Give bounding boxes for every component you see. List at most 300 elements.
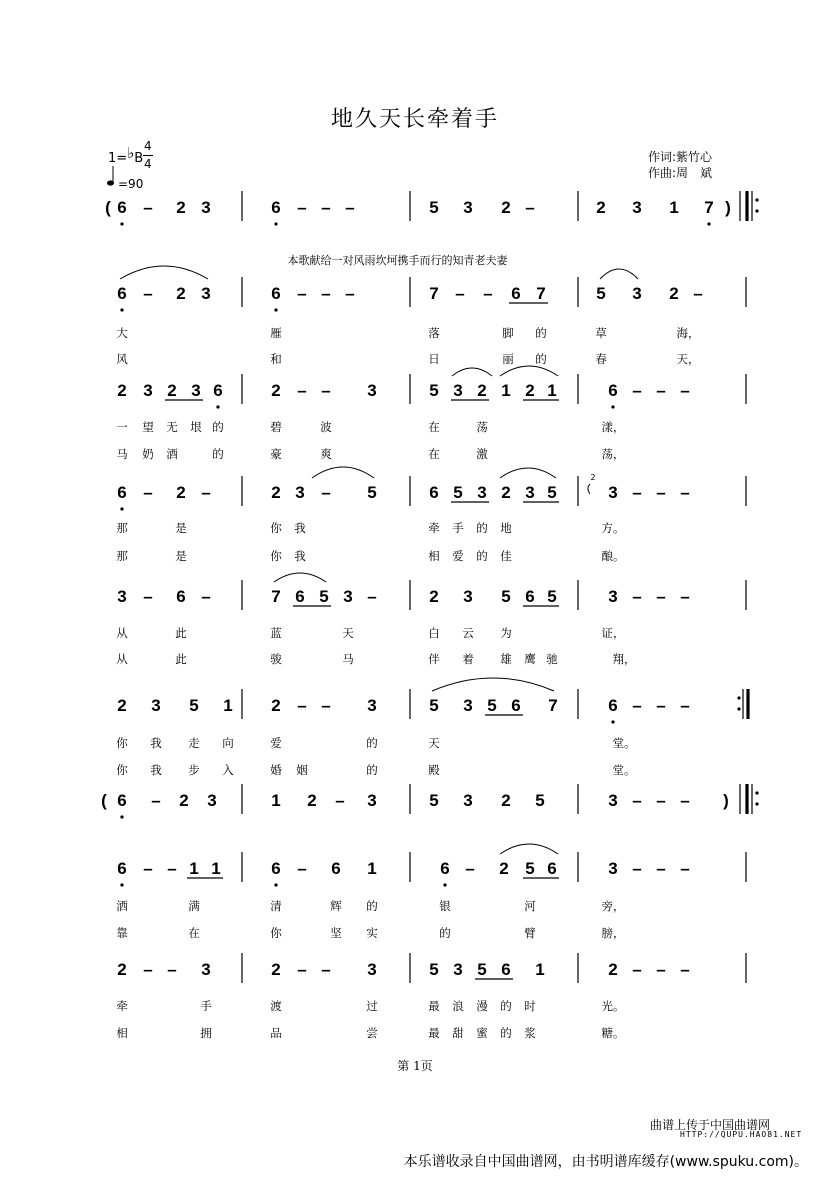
jianpu-note: 6 (117, 284, 127, 303)
dash-mark: – (632, 960, 642, 979)
lyric-char: 雄 (500, 652, 512, 666)
lyric-char: 我 (294, 549, 306, 563)
octave-dot (120, 815, 123, 818)
lyric-char: 臂 (524, 926, 536, 940)
jianpu-note: 6 (547, 859, 557, 878)
lyric-char: 白 (428, 626, 440, 640)
lyric-char: 漫 (476, 999, 488, 1013)
slur-mark (452, 368, 492, 376)
lyric-char: 是 (175, 521, 187, 535)
jianpu-note: 5 (319, 587, 329, 606)
lyric-char: 牵 (428, 521, 440, 535)
lyric-char: 蓝 (270, 626, 282, 640)
lyric-char: 草 (595, 326, 607, 340)
jianpu-note: 3 (632, 284, 642, 303)
jianpu-note: 2 (117, 960, 127, 979)
dash-mark: – (321, 960, 331, 979)
dash-mark: – (455, 284, 465, 303)
octave-dot (611, 405, 614, 408)
jianpu-note: 6 (501, 960, 511, 979)
jianpu-note: 2 (499, 859, 509, 878)
lyric-char: 在 (428, 420, 440, 434)
jianpu-note: 3 (117, 587, 127, 606)
lyric-char: 着 (462, 652, 474, 666)
dash-mark: – (143, 587, 153, 606)
lyric-char: 垠 (190, 420, 202, 434)
dash-mark: – (680, 381, 690, 400)
jianpu-note: 2 (117, 381, 127, 400)
dash-mark: – (143, 960, 153, 979)
lyric-char: 在 (188, 926, 200, 940)
lyric-char: 品 (270, 1026, 282, 1040)
jianpu-note: 3 (632, 198, 642, 217)
jianpu-note: 1 (189, 859, 199, 878)
lyric-char: 坚 (330, 926, 342, 940)
dash-mark: – (465, 859, 475, 878)
jianpu-note: 1 (367, 859, 377, 878)
lyric-char: 云 (462, 626, 474, 640)
jianpu-note: 5 (429, 960, 439, 979)
lyric-char: 渡 (270, 999, 282, 1013)
jianpu-note: 1 (223, 696, 233, 715)
lyric-char: 走 (188, 736, 200, 750)
time-signature-top: 4 (144, 139, 152, 153)
dash-mark: – (632, 381, 642, 400)
lyric-char: 尝 (366, 1026, 378, 1040)
lyric-char: 日 (428, 352, 440, 366)
lyric-char: 在 (428, 447, 440, 461)
lyric-char: 的 (500, 1026, 512, 1040)
octave-dot (443, 883, 446, 886)
paren-open: ( (105, 198, 111, 217)
dash-mark: – (345, 198, 355, 217)
repeat-dot (755, 209, 758, 212)
lyric-char: 入 (222, 763, 234, 777)
dash-mark: – (297, 696, 307, 715)
jianpu-note: 2 (176, 284, 186, 303)
slur-mark (432, 678, 554, 691)
jianpu-note: 3 (463, 791, 473, 810)
lyric-char: 的 (439, 926, 451, 940)
lyric-char: 波 (320, 420, 332, 434)
slur-mark (500, 468, 556, 478)
lyric-char: 浆 (524, 1026, 536, 1040)
dash-mark: – (656, 483, 666, 502)
lyric-char: 洒 (116, 899, 128, 913)
lyric-char: 鹰 (524, 652, 536, 666)
dash-mark: – (632, 859, 642, 878)
lyric-char: 河 (524, 899, 536, 913)
slur-mark (500, 366, 558, 376)
jianpu-note: 5 (487, 696, 497, 715)
jianpu-note: 3 (201, 198, 211, 217)
jianpu-note: 5 (429, 696, 439, 715)
dash-mark: – (656, 696, 666, 715)
dash-mark: – (632, 696, 642, 715)
jianpu-note: 1 (547, 381, 557, 400)
jianpu-note: 6 (525, 587, 535, 606)
flat-icon: ♭ (127, 144, 135, 162)
lyric-char: 天 (342, 626, 354, 640)
dash-mark: – (321, 483, 331, 502)
slur-mark (312, 467, 374, 478)
jianpu-note: 2 (501, 198, 511, 217)
dash-mark: – (143, 284, 153, 303)
jianpu-note: 2 (477, 381, 487, 400)
jianpu-note: 2 (167, 381, 177, 400)
lyric-char: 那 (116, 521, 128, 535)
jianpu-note: 1 (535, 960, 545, 979)
jianpu-note: 3 (367, 696, 377, 715)
jianpu-note: 5 (453, 483, 463, 502)
lyric-char: 证， (601, 626, 625, 640)
jianpu-note: 2 (501, 483, 511, 502)
slur-mark (600, 269, 638, 279)
jianpu-note: 3 (453, 381, 463, 400)
repeat-dot (755, 198, 758, 201)
volta-number: 2 (590, 473, 596, 482)
lyric-char: 爱 (452, 549, 464, 563)
lyric-char: 姻 (296, 763, 308, 777)
slur-mark (120, 266, 208, 279)
lyric-char: 的 (535, 352, 547, 366)
lyric-char: 银 (439, 899, 451, 913)
jianpu-note: 1 (669, 198, 679, 217)
jianpu-note: 6 (331, 859, 341, 878)
lyric-char: 马 (342, 652, 354, 666)
lyric-char: 天 (428, 736, 440, 750)
dash-mark: – (680, 696, 690, 715)
dash-mark: – (345, 284, 355, 303)
jianpu-note: 6 (271, 859, 281, 878)
lyric-char: 时 (524, 999, 536, 1013)
lyric-char: 一 (116, 420, 128, 434)
volta-bracket (588, 484, 590, 494)
dash-mark: – (656, 960, 666, 979)
jianpu-note: 6 (429, 483, 439, 502)
footer-collection-note: 本乐谱收录自中国曲谱网，由书明谱库缓存(www.spuku.com)。 (403, 1154, 808, 1170)
jianpu-note: 2 (117, 696, 127, 715)
jianpu-note: 2 (271, 483, 281, 502)
jianpu-note: 3 (343, 587, 353, 606)
jianpu-note: 3 (463, 198, 473, 217)
lyricist-credit: 作词:紫竹心 (648, 150, 713, 164)
lyric-char: 伴 (428, 652, 440, 666)
lyric-char: 堂。 (612, 736, 636, 750)
lyric-char: 步 (188, 763, 200, 777)
lyric-char: 和 (270, 352, 282, 366)
lyric-char: 手 (452, 521, 464, 535)
lyric-char: 辉 (330, 899, 342, 913)
jianpu-note: 2 (429, 587, 439, 606)
jianpu-note: 2 (501, 791, 511, 810)
paren-close: ) (725, 198, 731, 217)
lyric-char: 的 (366, 899, 378, 913)
dash-mark: – (680, 791, 690, 810)
lyric-char: 此 (175, 626, 187, 640)
jianpu-note: 3 (477, 483, 487, 502)
octave-dot (274, 883, 277, 886)
jianpu-note: 6 (117, 483, 127, 502)
jianpu-note: 7 (704, 198, 714, 217)
footer-site-url: HTTP://QUPU.HAO81.NET (680, 1130, 803, 1139)
lyric-char: 堂。 (612, 763, 636, 777)
lyric-char: 马 (116, 447, 128, 461)
dash-mark: – (151, 791, 161, 810)
slur-mark (500, 844, 558, 854)
jianpu-note: 7 (536, 284, 546, 303)
lyric-char: 的 (212, 447, 224, 461)
jianpu-note: 2 (596, 198, 606, 217)
tempo-value: =90 (118, 177, 144, 191)
lyric-char: 蜜 (476, 1026, 488, 1040)
jianpu-note: 5 (429, 791, 439, 810)
lyric-char: 爱 (270, 736, 282, 750)
jianpu-note: 5 (535, 791, 545, 810)
jianpu-note: 2 (307, 791, 317, 810)
lyric-char: 大 (116, 326, 128, 340)
jianpu-note: 2 (608, 960, 618, 979)
dash-mark: – (693, 284, 703, 303)
jianpu-note: 3 (608, 587, 618, 606)
lyric-char: 爽 (320, 447, 332, 461)
jianpu-note: 3 (151, 696, 161, 715)
dedication-text: 本歌献给一对风雨坎坷携手而行的知青老夫妻 (287, 254, 508, 267)
jianpu-note: 3 (207, 791, 217, 810)
lyric-char: 婚 (270, 763, 282, 777)
lyric-char: 我 (150, 736, 162, 750)
lyric-char: 的 (366, 736, 378, 750)
lyric-char: 满 (188, 899, 200, 913)
jianpu-note: 1 (211, 859, 221, 878)
dash-mark: – (143, 859, 153, 878)
lyric-char: 酒 (166, 447, 178, 461)
lyric-char: 靠 (116, 926, 128, 940)
lyric-char: 是 (175, 549, 187, 563)
jianpu-note: 1 (501, 381, 511, 400)
lyric-char: 的 (476, 549, 488, 563)
lyric-char: 奶 (142, 447, 154, 461)
lyric-char: 清 (270, 899, 282, 913)
jianpu-note: 6 (176, 587, 186, 606)
jianpu-note: 2 (271, 960, 281, 979)
lyric-char: 我 (150, 763, 162, 777)
jianpu-note: 3 (463, 696, 473, 715)
lyric-char: 你 (270, 521, 282, 535)
dash-mark: – (483, 284, 493, 303)
jianpu-note: 3 (525, 483, 535, 502)
lyric-char: 荡 (476, 420, 488, 434)
dash-mark: – (367, 587, 377, 606)
dash-mark: – (656, 791, 666, 810)
lyric-char: 天， (676, 352, 700, 366)
lyric-char: 我 (294, 521, 306, 535)
dash-mark: – (680, 483, 690, 502)
lyric-char: 手 (200, 999, 212, 1013)
lyric-char: 海， (676, 326, 700, 340)
lyric-char: 糖。 (601, 1026, 625, 1040)
jianpu-note: 2 (271, 381, 281, 400)
jianpu-note: 3 (367, 960, 377, 979)
dash-mark: – (321, 696, 331, 715)
lyric-char: 膀， (601, 926, 625, 940)
jianpu-note: 5 (596, 284, 606, 303)
jianpu-note: 3 (201, 960, 211, 979)
key-note: B (134, 151, 144, 166)
lyric-char: 的 (500, 999, 512, 1013)
lyric-char: 甜 (452, 1026, 464, 1040)
dash-mark: – (680, 587, 690, 606)
lyric-char: 拥 (200, 1026, 212, 1040)
dash-mark: – (201, 483, 211, 502)
jianpu-note: 7 (429, 284, 439, 303)
lyric-char: 牵 (116, 999, 128, 1013)
page-title: 地久天长牵着手 (330, 107, 499, 132)
dash-mark: – (297, 198, 307, 217)
lyric-char: 丽 (502, 352, 514, 366)
jianpu-note: 5 (501, 587, 511, 606)
jianpu-note: 3 (367, 381, 377, 400)
dash-mark: – (297, 381, 307, 400)
dash-mark: – (321, 284, 331, 303)
jianpu-note: 3 (463, 587, 473, 606)
jianpu-note: 3 (608, 859, 618, 878)
lyric-char: 从 (116, 652, 128, 666)
footer-upload-credit: 曲谱上传于中国曲谱网 (650, 1118, 771, 1132)
lyric-char: 从 (116, 626, 128, 640)
dash-mark: – (656, 381, 666, 400)
octave-dot (120, 507, 123, 510)
lyric-char: 风 (116, 352, 128, 366)
lyric-char: 相 (116, 1026, 128, 1040)
jianpu-note: 3 (191, 381, 201, 400)
jianpu-note: 5 (367, 483, 377, 502)
lyric-char: 过 (366, 999, 378, 1013)
lyric-char: 的 (366, 763, 378, 777)
lyric-char: 佳 (500, 549, 512, 563)
lyric-char: 荡， (601, 447, 625, 461)
jianpu-note: 6 (117, 791, 127, 810)
lyric-char: 的 (212, 420, 224, 434)
jianpu-note: 2 (669, 284, 679, 303)
jianpu-note: 3 (453, 960, 463, 979)
lyric-char: 你 (116, 763, 128, 777)
dash-mark: – (297, 960, 307, 979)
lyric-char: 地 (500, 521, 512, 535)
lyric-char: 望 (142, 420, 154, 434)
jianpu-note: 6 (440, 859, 450, 878)
dash-mark: – (656, 587, 666, 606)
dash-mark: – (680, 960, 690, 979)
jianpu-note: 3 (143, 381, 153, 400)
jianpu-note: 5 (525, 859, 535, 878)
jianpu-note: 3 (201, 284, 211, 303)
dash-mark: – (656, 859, 666, 878)
time-signature-bottom: 4 (144, 157, 152, 171)
jianpu-note: 3 (295, 483, 305, 502)
lyric-char: 旁， (601, 899, 625, 913)
jianpu-note: 2 (179, 791, 189, 810)
dash-mark: – (321, 381, 331, 400)
jianpu-note: 2 (271, 696, 281, 715)
lyric-char: 你 (270, 549, 282, 563)
octave-dot (274, 308, 277, 311)
jianpu-note: 5 (477, 960, 487, 979)
jianpu-note: 2 (176, 483, 186, 502)
jianpu-note: 5 (429, 381, 439, 400)
lyric-char: 光。 (601, 999, 625, 1013)
lyric-char: 方。 (601, 521, 625, 535)
octave-dot (120, 222, 123, 225)
repeat-dot (755, 791, 758, 794)
dash-mark: – (321, 198, 331, 217)
dash-mark: – (632, 791, 642, 810)
lyric-char: 殿 (428, 763, 440, 777)
dash-mark: – (297, 859, 307, 878)
lyric-char: 实 (366, 926, 378, 940)
jianpu-note: 6 (213, 381, 223, 400)
dash-mark: – (632, 483, 642, 502)
lyric-char: 浪 (452, 999, 464, 1013)
lyric-char: 最 (428, 999, 440, 1013)
octave-dot (274, 222, 277, 225)
lyric-char: 相 (428, 549, 440, 563)
lyric-char: 春 (595, 352, 607, 366)
octave-dot (707, 222, 710, 225)
jianpu-note: 5 (189, 696, 199, 715)
jianpu-note: 6 (117, 198, 127, 217)
lyric-char: 那 (116, 549, 128, 563)
lyric-char: 你 (270, 926, 282, 940)
jianpu-note: 2 (525, 381, 535, 400)
dash-mark: – (632, 587, 642, 606)
lyric-char: 漾， (601, 420, 625, 434)
octave-dot (120, 883, 123, 886)
dash-mark: – (143, 483, 153, 502)
dash-mark: – (143, 198, 153, 217)
jianpu-note: 5 (547, 483, 557, 502)
jianpu-note: 6 (608, 381, 618, 400)
lyric-char: 碧 (270, 420, 282, 434)
jianpu-note: 6 (295, 587, 305, 606)
lyric-char: 翔， (612, 652, 636, 666)
lyric-char: 的 (535, 326, 547, 340)
repeat-dot (755, 802, 758, 805)
jianpu-note: 1 (271, 791, 281, 810)
lyric-char: 脚 (502, 326, 514, 340)
jianpu-note: 5 (429, 198, 439, 217)
lyric-char: 骏 (270, 652, 282, 666)
page-number: 第 1页 (397, 1059, 433, 1073)
lyric-char: 驰 (546, 652, 558, 666)
dash-mark: – (167, 960, 177, 979)
lyric-char: 向 (222, 736, 234, 750)
jianpu-note: 7 (271, 587, 281, 606)
lyric-char: 激 (476, 447, 488, 461)
lyric-char: 酿。 (601, 549, 625, 563)
lyric-char: 豪 (270, 447, 282, 461)
jianpu-note: 6 (117, 859, 127, 878)
repeat-dot (737, 707, 740, 710)
octave-dot (216, 405, 219, 408)
dash-mark: – (167, 859, 177, 878)
dash-mark: – (201, 587, 211, 606)
jianpu-note: 6 (511, 696, 521, 715)
paren-open: ( (101, 791, 107, 810)
dash-mark: – (297, 284, 307, 303)
jianpu-note: 6 (608, 696, 618, 715)
lyric-char: 为 (500, 626, 512, 640)
